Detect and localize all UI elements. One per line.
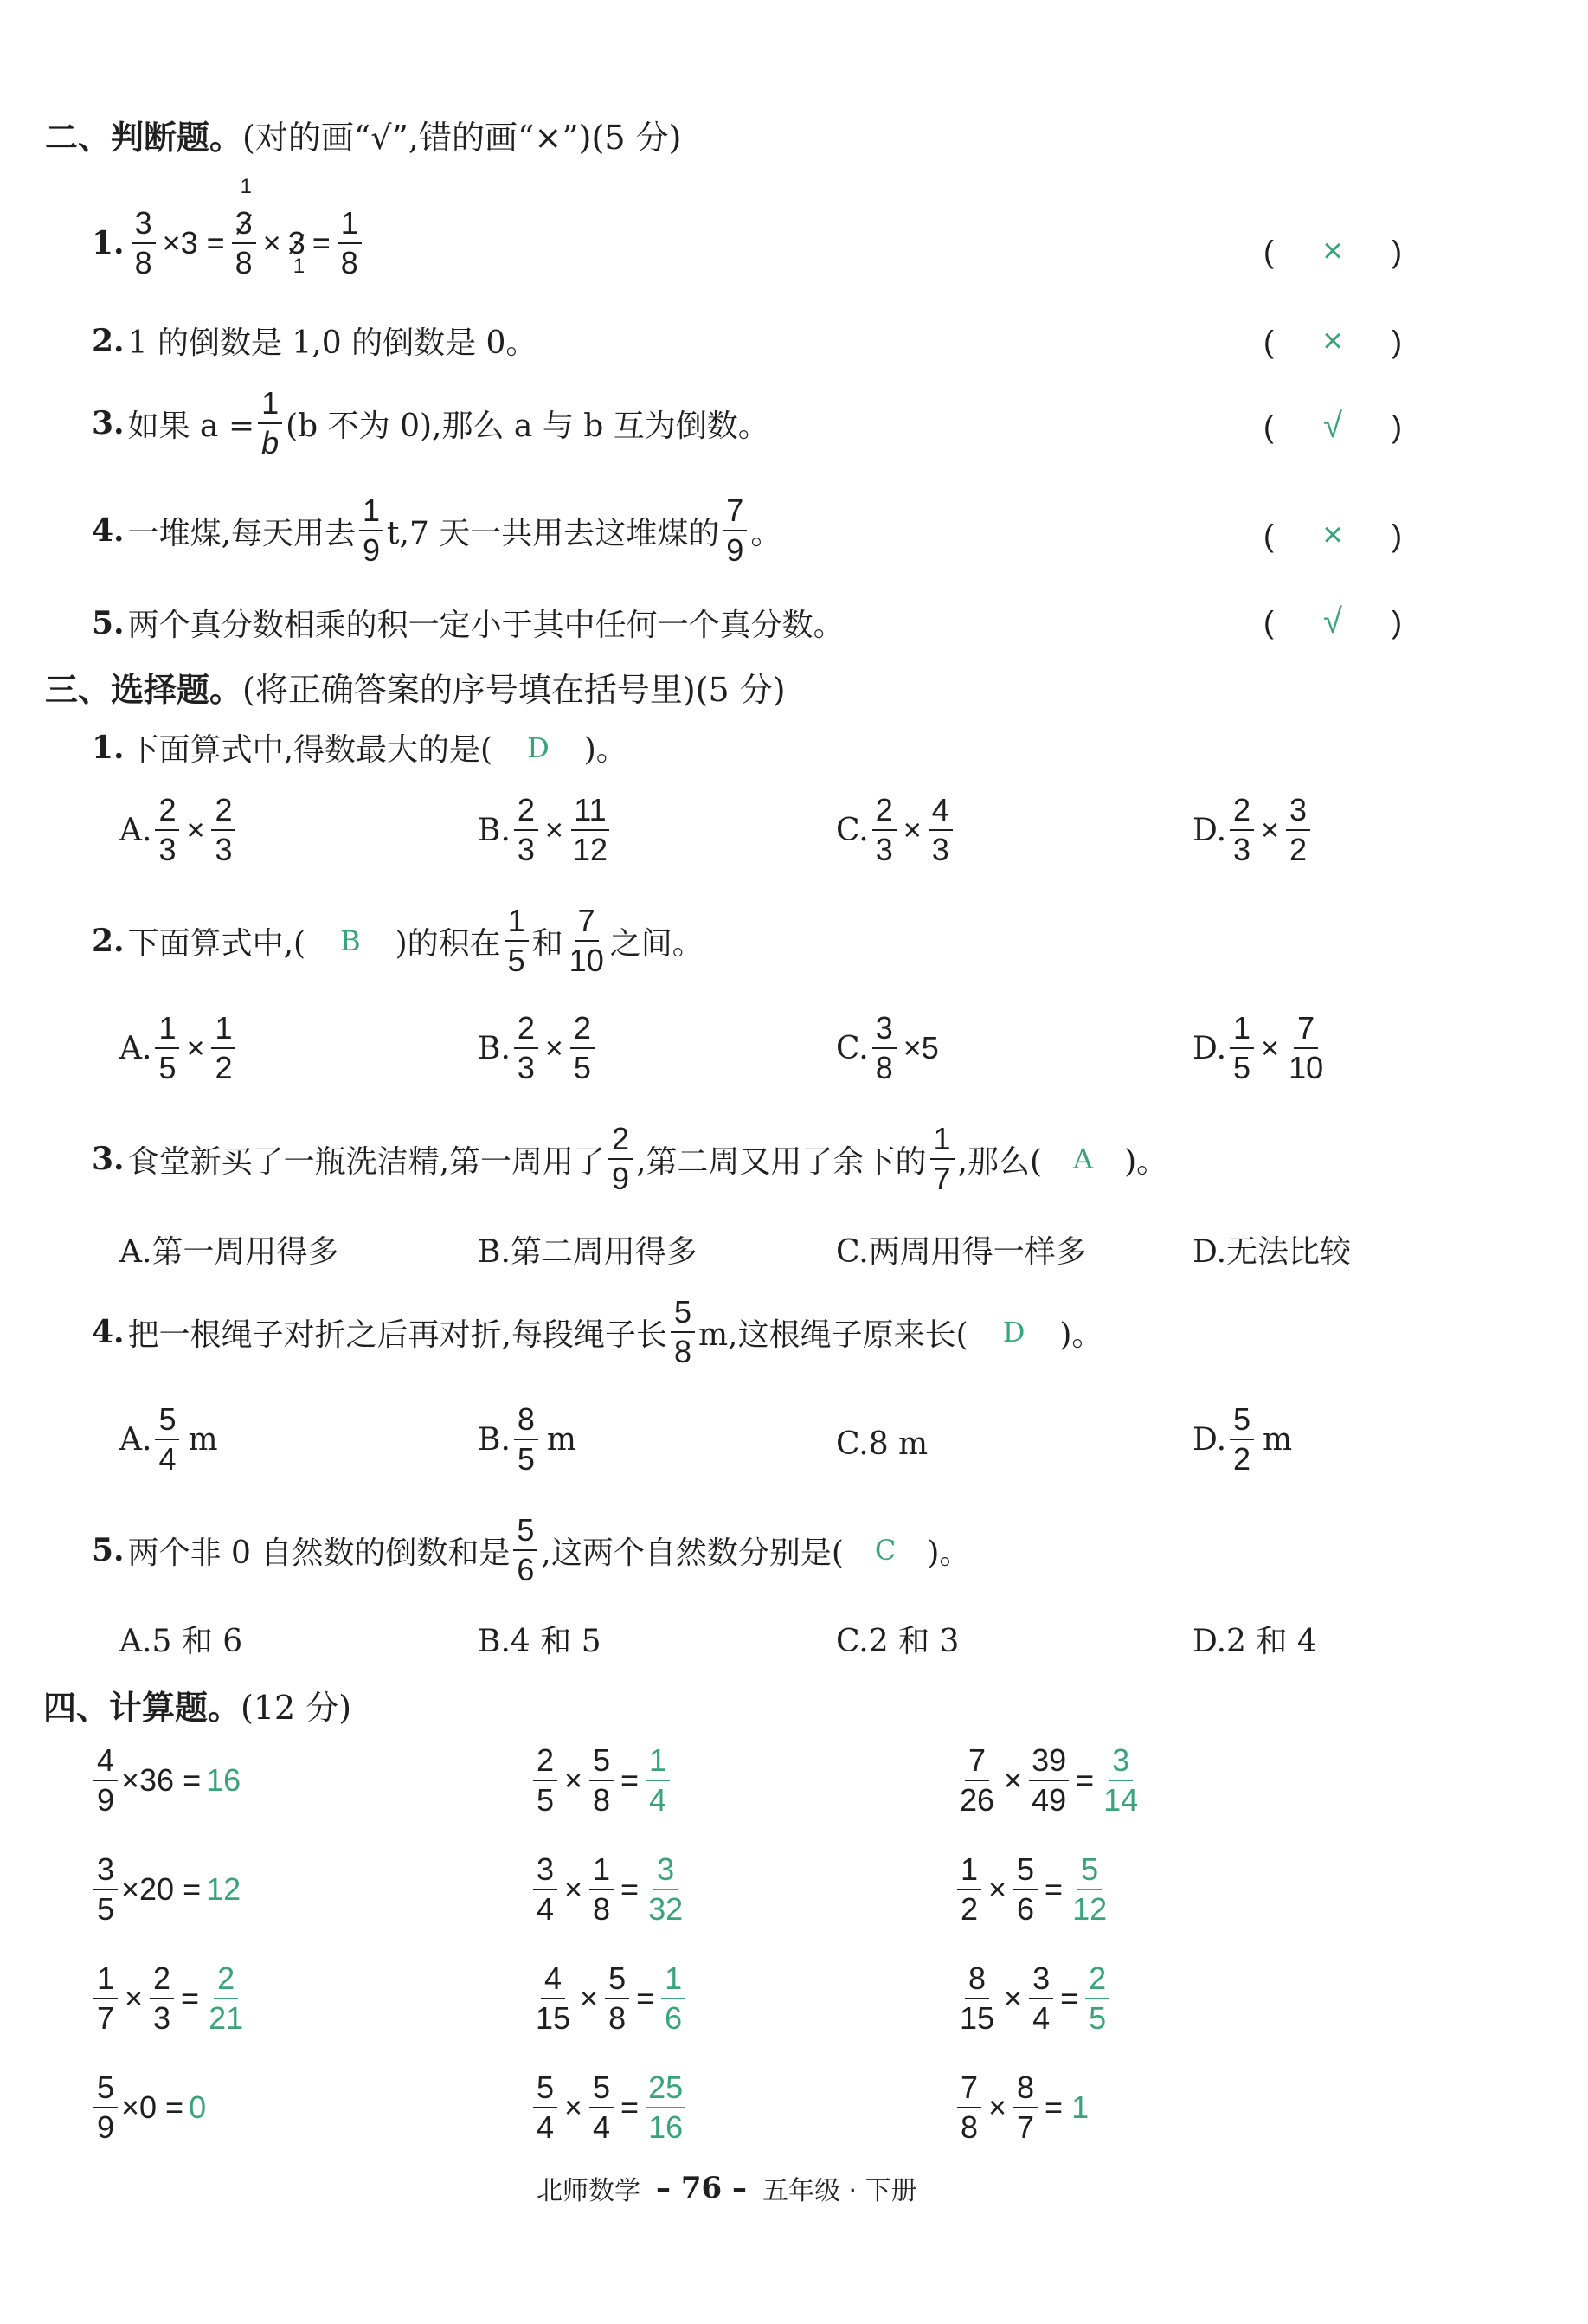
calc-answer[interactable]: $\frac{2}{5}$ [1085, 1963, 1109, 2034]
calc-2-2: $\frac{3}{4}$ × $\frac{1}{8}$ = $\frac{3}{32}$ [530, 1854, 689, 1925]
choice-answer[interactable]: D [527, 731, 550, 764]
q4-option-a[interactable]: A. $\frac{5}{4}$ m [119, 1401, 218, 1477]
calc-1-1: $\frac{4}{9}$ ×36 = 16 [90, 1745, 241, 1816]
answer-mark: × [1322, 322, 1343, 360]
choice-answer[interactable]: A [1073, 1143, 1094, 1175]
q1-option-a[interactable]: A. $\frac{2}{3}$ × $\frac{2}{3}$ [119, 795, 239, 866]
q4-option-c[interactable]: C.8 m [836, 1426, 929, 1462]
calc-answer[interactable]: $\frac{3}{14}$ [1103, 1742, 1139, 1818]
judge-item-4: 4. 一堆煤,每天用去 $\frac{1}{9}$ t,7 天一共用去这堆煤的 $\frac{7}{9}$ 。 [92, 492, 782, 568]
section-2-heading [45, 111, 681, 158]
calc-3-4: $\frac{7}{8}$ × $\frac{8}{7}$ = 1 [954, 2072, 1089, 2143]
q2-option-d[interactable]: D. $\frac{1}{5}$ × $\frac{7}{10}$ [1193, 1010, 1324, 1085]
q2-option-a[interactable]: A. $\frac{1}{5}$ × $\frac{1}{2}$ [119, 1013, 239, 1084]
fraction: $\frac{1}{9}$ [359, 495, 383, 566]
calc-answer[interactable]: $\frac{1}{4}$ [646, 1745, 670, 1816]
expression-text: ×3 = [162, 225, 225, 261]
fraction: 3 8 1 [232, 208, 256, 279]
cancelled-three: 3 1 [287, 225, 305, 278]
q5-option-c[interactable]: C.2 和 3 [836, 1624, 960, 1659]
answer-mark: √ [1323, 407, 1342, 445]
choice-question-2: 2. 下面算式中,( B )的积在 $\frac{1}{5}$ 和 $\frac{7}{10}$ 之间。 [92, 903, 704, 978]
times-sign: × [262, 225, 281, 261]
calc-3-3: $\frac{8}{15}$ × $\frac{3}{4}$ = $\frac{2}{5}$ [954, 1963, 1113, 2034]
fraction: $\frac{3}{8}$ [132, 208, 156, 279]
item-text: 一堆煤,每天用去 [127, 515, 357, 551]
item-text: (b 不为 0),那么 a 与 b 互为倒数。 [286, 408, 769, 444]
q3-option-b[interactable]: B.第二周用得多 [478, 1234, 698, 1270]
calc-2-4: $\frac{5}{4}$ × $\frac{5}{4}$ = $\frac{25}{16}$ [530, 2072, 689, 2143]
calc-answer[interactable]: 12 [206, 1871, 241, 1907]
section-2-note: (对的画“√”,错的画“×”)(5 分) [242, 119, 682, 157]
item-text: t,7 天一共用去这堆煤的 [387, 515, 720, 551]
answer-paren-3[interactable]: ( √ ) [1263, 407, 1402, 445]
q3-option-a[interactable]: A.第一周用得多 [119, 1234, 339, 1270]
section-4-title: 四、计算题。 [43, 1688, 241, 1727]
calc-3-1: $\frac{7}{26}$ × $\frac{39}{49}$ = $\frac{3}{14}$ [954, 1745, 1144, 1816]
calc-answer[interactable]: $\frac{2}{21}$ [209, 1960, 244, 2036]
calc-1-2: $\frac{3}{5}$ ×20 = 12 [90, 1854, 241, 1925]
fraction: $\frac{1}{b}$ [258, 388, 282, 459]
footer-subject: 北师数学 [537, 2176, 640, 2206]
answer-mark: √ [1323, 602, 1342, 641]
q1-option-c[interactable]: C. $\frac{2}{3}$ × $\frac{4}{3}$ [836, 795, 956, 866]
calc-answer[interactable]: $\frac{1}{6}$ [661, 1963, 685, 2034]
answer-paren-4[interactable]: ( × ) [1263, 516, 1402, 554]
q5-option-b[interactable]: B.4 和 5 [478, 1624, 601, 1659]
item-text: 如果 a = [127, 408, 255, 444]
cancel-result: 1 [240, 175, 253, 198]
calc-1-4: $\frac{5}{9}$ ×0 = 0 [90, 2072, 206, 2143]
answer-paren-2[interactable]: ( × ) [1263, 322, 1402, 360]
section-4-note: (12 分) [241, 1689, 352, 1727]
page-footer [537, 2169, 917, 2207]
q2-option-b[interactable]: B. $\frac{2}{3}$ × $\frac{2}{5}$ [478, 1013, 598, 1084]
q2-option-c[interactable]: C. $\frac{3}{8}$ ×5 [836, 1010, 939, 1085]
section-2-title: 二、判断题。 [45, 118, 243, 157]
q3-option-c[interactable]: C.两周用得一样多 [836, 1234, 1087, 1270]
q4-option-b[interactable]: B. $\frac{8}{5}$ m [478, 1401, 577, 1477]
choice-question-4: 4. 把一根绳子对折之后再对折,每段绳子长 $\frac{5}{8}$ m,这根绳子原来长( D )。 [92, 1294, 1103, 1369]
answer-paren-1[interactable]: ( × ) [1263, 232, 1402, 270]
q3-option-d[interactable]: D.无法比较 [1193, 1234, 1352, 1270]
calc-answer[interactable]: $\frac{3}{32}$ [648, 1851, 684, 1927]
calc-2-3: $\frac{4}{15}$ × $\frac{5}{8}$ = $\frac{1}{6}$ [530, 1963, 689, 2034]
section-3-heading [45, 663, 786, 711]
judge-item-1 [92, 175, 365, 280]
calc-answer[interactable]: $\frac{25}{16}$ [646, 2072, 685, 2143]
footer-grade: 五年级 · 下册 [762, 2176, 917, 2206]
answer-mark: × [1322, 516, 1343, 554]
item-number: 1. [92, 225, 125, 261]
fraction: $\frac{7}{9}$ [723, 495, 747, 566]
calc-2-1: $\frac{2}{5}$ × $\frac{5}{8}$ = $\frac{1}{4}$ [530, 1745, 673, 1816]
answer-paren-5[interactable]: ( √ ) [1263, 602, 1402, 641]
answer-mark: × [1322, 232, 1343, 270]
calc-answer[interactable]: 0 [189, 2089, 207, 2125]
q1-option-d[interactable]: D. $\frac{2}{3}$ × $\frac{3}{2}$ [1193, 795, 1314, 866]
calc-answer[interactable]: 16 [206, 1762, 241, 1798]
q5-option-d[interactable]: D.2 和 4 [1193, 1624, 1317, 1659]
section-3-note: (将正确答案的序号填在括号里)(5 分) [242, 671, 786, 709]
calc-answer[interactable]: $\frac{5}{12}$ [1072, 1851, 1108, 1927]
fraction: $\frac{1}{8}$ [338, 208, 362, 279]
choice-answer[interactable]: C [874, 1534, 897, 1567]
calc-1-3: $\frac{1}{7}$ × $\frac{2}{3}$ = $\frac{2}{21}$ [90, 1963, 249, 2034]
judge-item-2: 2. 1 的倒数是 1,0 的倒数是 0。 [92, 319, 537, 363]
q1-option-b[interactable]: B. $\frac{2}{3}$ × $\frac{11}{12}$ [478, 792, 608, 867]
calc-answer[interactable]: 1 [1071, 2089, 1090, 2125]
item-text: 两个真分数相乘的积一定小于其中任何一个真分数。 [127, 608, 845, 643]
section-4-heading [43, 1681, 351, 1729]
choice-answer[interactable]: D [1002, 1316, 1025, 1349]
choice-question-5: 5. 两个非 0 自然数的倒数和是 $\frac{5}{6}$ ,这两个自然数分别是( C )。 [92, 1512, 971, 1587]
judge-item-5: 5. 两个真分数相乘的积一定小于其中任何一个真分数。 [92, 601, 845, 645]
section-3-title: 三、选择题。 [45, 670, 243, 709]
choice-answer[interactable]: B [340, 924, 361, 957]
q5-option-a[interactable]: A.5 和 6 [119, 1624, 243, 1659]
judge-item-3: 3. 如果 a = $\frac{1}{b}$ (b 不为 0),那么 a 与 b 互为倒数。 [92, 385, 769, 460]
item-text: 1 的倒数是 1,0 的倒数是 0。 [127, 325, 537, 361]
choice-question-1: 1. 下面算式中,得数最大的是( D )。 [92, 729, 627, 768]
q4-option-d[interactable]: D. $\frac{5}{2}$ m [1193, 1401, 1293, 1477]
page-number: – 76 – [656, 2171, 747, 2205]
calc-3-2: $\frac{1}{2}$ × $\frac{5}{6}$ = $\frac{5}{12}$ [954, 1854, 1113, 1925]
choice-question-3: 3. 食堂新买了一瓶洗洁精,第一周用了 $\frac{2}{9}$ ,第二周又用了余下的 $\frac{1}{7}$ ,那么( A )。 [92, 1121, 1168, 1196]
equals-sign: = [312, 225, 331, 261]
